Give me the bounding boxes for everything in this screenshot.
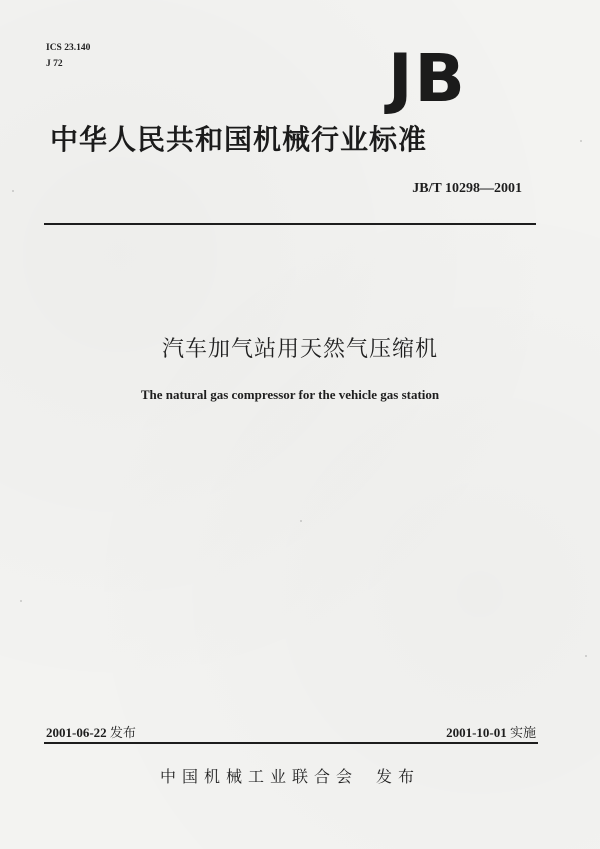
header-divider [44,223,536,225]
document-title-chinese: 汽车加气站用天然气压缩机 [161,337,438,362]
effective-label: 实施 [509,726,536,741]
footer-divider [44,742,538,744]
standard-title: 中华人民共和国机械行业标准 [50,123,428,156]
classification-code: J 72 [46,59,63,69]
scan-speck [20,600,22,602]
issue-label: 发布 [109,726,136,741]
scan-speck [585,655,587,657]
issue-date-line [46,724,136,743]
issue-date: 2001-06-22 [46,725,107,740]
publisher-line [0,766,580,788]
scan-speck [300,520,302,522]
ics-code: ICS 23.140 [46,43,91,53]
publisher-name: 中国机械工业联合会 [159,767,358,786]
scan-speck [12,190,14,192]
scan-speck [580,140,582,142]
effective-date-line [446,724,536,743]
jb-logo: JB [388,40,467,117]
document-title-english: The natural gas compressor for the vehicle gas station [140,387,440,402]
effective-date: 2001-10-01 [446,725,507,740]
publish-action: 发布 [376,767,421,786]
standard-code: JB/T 10298—2001 [412,181,522,196]
